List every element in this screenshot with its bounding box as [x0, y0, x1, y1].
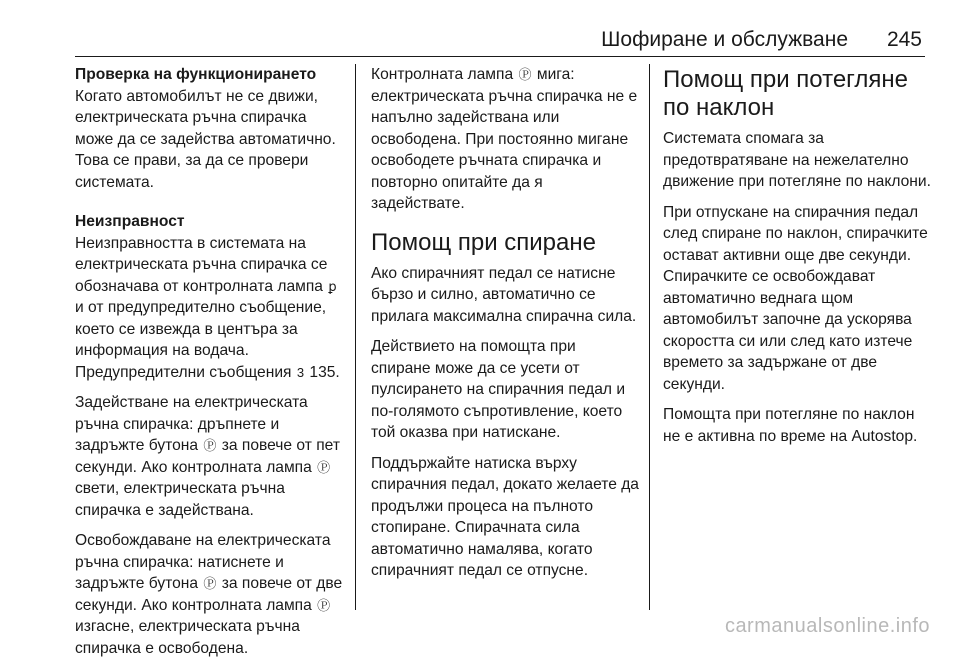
- parking-brake-icon: Ⓟ: [317, 459, 331, 475]
- page-ref-arrow-icon: 3: [296, 364, 305, 380]
- paragraph-brake-assist-2: Действието на помощта при спиране може да се усети от пулсирането на спирачния педал и по-голямото съпротивление, което той оказва при натискане.: [371, 338, 626, 441]
- parking-brake-icon: Ⓟ: [203, 438, 217, 453]
- paragraph-release-brake: Освобождаване на електрическата ръчна спирачка: натиснете и задръжте бутона Ⓟ за повече от две секунди. Ако контролната лампа Ⓟ изгасне, електрическата ръчна спирачка е освободена.: [75, 532, 343, 657]
- paragraph-brake-assist-3: Поддържайте натиска върху спирачния педал, докато желаете да продължи процеса на пълното стопиране. Спирачната сила автоматично намалява, когато спирачният педал се отпусне.: [371, 454, 639, 579]
- column-2: [371, 64, 639, 591]
- watermark: carmanualsonline.info: [724, 615, 930, 637]
- paragraph-hill-start-3: Помощта при потегляне по наклон не е активна по време на Autostop.: [663, 406, 918, 445]
- page-number: 245: [886, 28, 922, 51]
- paragraph-function-check: Когато автомобилът не се движи, електрическата ръчна спирачка може да се задейства автоматично. Това се прави, за да се провери системата.: [75, 87, 336, 191]
- column-1: [75, 64, 345, 668]
- column-divider-2: [649, 64, 650, 610]
- heading-fault: Неизправност: [75, 213, 185, 230]
- heading-function-check: Проверка на функционирането: [75, 66, 317, 83]
- page-reference[interactable]: 3 135.: [296, 364, 340, 381]
- paragraph-lamp-flashing: Контролната лампа Ⓟ мига: електрическата ръчна спирачка не е напълно задействана или освободена. При постоянно мигане освободете ръчната спирачка и повторно опитайте да я задействате.: [371, 66, 638, 212]
- parking-brake-icon: Ⓟ: [203, 576, 217, 591]
- paragraph-fault: Неизправността в системата на електрическата ръчна спирачка се обозначава от контролната лампа ꝑ и от предупредително съобщение, което се извежда в центъра за информация на водача. Предупредителни съобщения 3 135.: [75, 233, 345, 384]
- page-header: [0, 0, 960, 52]
- paragraph-apply-brake: Задействане на електрическата ръчна спирачка: дръпнете и задръжте бутона Ⓟ за повече от пет секунди. Ако контролната лампа Ⓟ свети, електрическата ръчна спирачка е задействана.: [75, 394, 340, 519]
- header-title: Шофиране и обслужване: [601, 28, 848, 51]
- header-rule: [75, 56, 925, 57]
- heading-hill-start-assist: Помощ при потегляне по наклон: [663, 66, 908, 121]
- column-3: [663, 64, 931, 456]
- heading-brake-assist: Помощ при спиране: [371, 228, 596, 256]
- warning-lamp-icon: ꝑ: [328, 278, 337, 294]
- paragraph-brake-assist-1: Ако спирачният педал се натисне бързо и силно, автоматично се прилага максимална спирачна сила.: [371, 264, 637, 325]
- column-divider-1: [355, 64, 356, 610]
- paragraph-hill-start-1: Системата спомага за предотвратяване на нежелателно движение при потегляне по наклони.: [663, 130, 931, 190]
- parking-brake-icon: Ⓟ: [317, 597, 331, 613]
- paragraph-hill-start-2: При отпускане на спирачния педал след спиране по наклон, спирачките остават активни още две секунди. Спирачките се освобождават автоматично веднага щом автомобилът започне да ускорява скоростта си или след като изтече времето за задържане от две секунди.: [663, 203, 928, 393]
- parking-brake-icon: Ⓟ: [518, 67, 532, 82]
